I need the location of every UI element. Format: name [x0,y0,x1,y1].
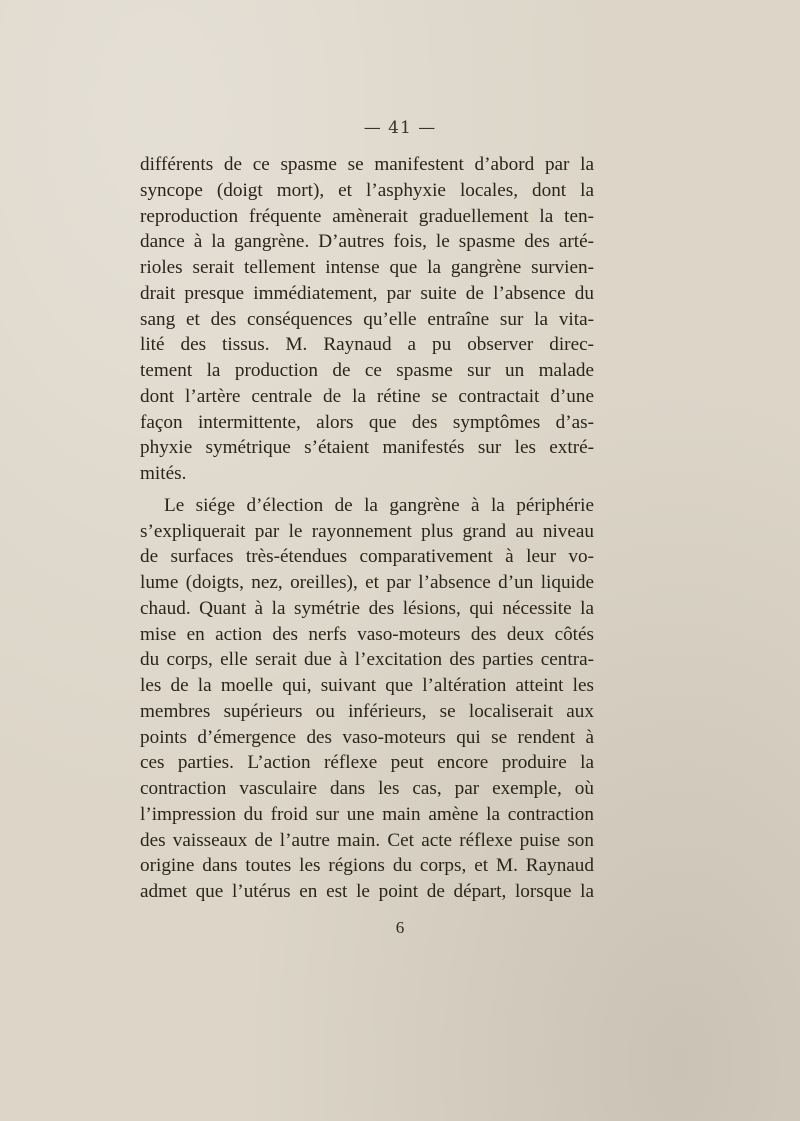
text-line: ces parties. L’action réflexe peut encore produire la [140,752,594,774]
text-line: points d’émergence des vaso-moteurs qui se rendent à [140,726,594,748]
signature-mark: 6 [395,918,405,937]
text-line: rioles serait tellement intense que la gangrène survien- [140,257,594,278]
text-line: admet que l’utérus en est le point de départ, lorsque la [140,881,594,902]
text-line: reproduction fréquente amènerait graduellement la ten- [140,205,594,227]
text-line: sang et des conséquences qu’elle entraîne sur la vita- [140,308,594,330]
text-line: s’expliquerait par le rayonnement plus grand au niveau [140,520,594,542]
text-line: façon intermittente, alors que des symptômes d’as- [140,411,594,433]
text-line: des vaisseaux de l’autre main. Cet acte réflexe puise son [140,829,594,851]
text-line: mise en action des nerfs vaso-moteurs des deux côtés [140,623,594,645]
page-number: — 41 — [363,118,437,138]
text-line: syncope (doigt mort), et l’asphyxie locales, dont la [140,179,594,201]
text-line: dont l’artère centrale de la rétine se contractait d’une [140,385,594,407]
text-line: membres supérieurs ou inférieurs, se localiserait aux [140,700,594,722]
text-line: chaud. Quant à la symétrie des lésions, qui nécessite la [140,597,594,619]
text-line: contraction vasculaire dans les cas, par exemple, où [140,778,594,799]
text-line: de surfaces très-étendues comparativement à leur vo- [140,546,594,568]
paragraph-2 [140,493,594,905]
text-line: différents de ce spasme se manifestent d’abord par la [140,154,594,175]
paragraph-1 [140,152,594,487]
text-line: lume (doigts, nez, oreilles), et par l’absence d’un liquide [140,572,594,593]
text-line: les de la moelle qui, suivant que l’altération atteint les [140,675,594,696]
body-text [140,152,594,905]
text-line: lité des tissus. M. Raynaud a pu observer direc- [140,334,594,356]
text-line: phyxie symétrique s’étaient manifestés sur les extré- [140,437,594,459]
text-line: du corps, elle serait due à l’excitation des parties centra- [140,649,594,671]
text-line: dance à la gangrène. D’autres fois, le spasme des arté- [140,231,594,253]
text-line: l’impression du froid sur une main amène la contraction [140,803,594,825]
text-line: drait presque immédiatement, par suite de l’absence du [140,282,594,304]
text-line: origine dans toutes les régions du corps, et M. Raynaud [140,855,594,877]
text-line: mités. [140,463,187,484]
text-line: tement la production de ce spasme sur un malade [140,360,594,381]
text-line: Le siége d’élection de la gangrène à la périphérie [164,494,594,516]
